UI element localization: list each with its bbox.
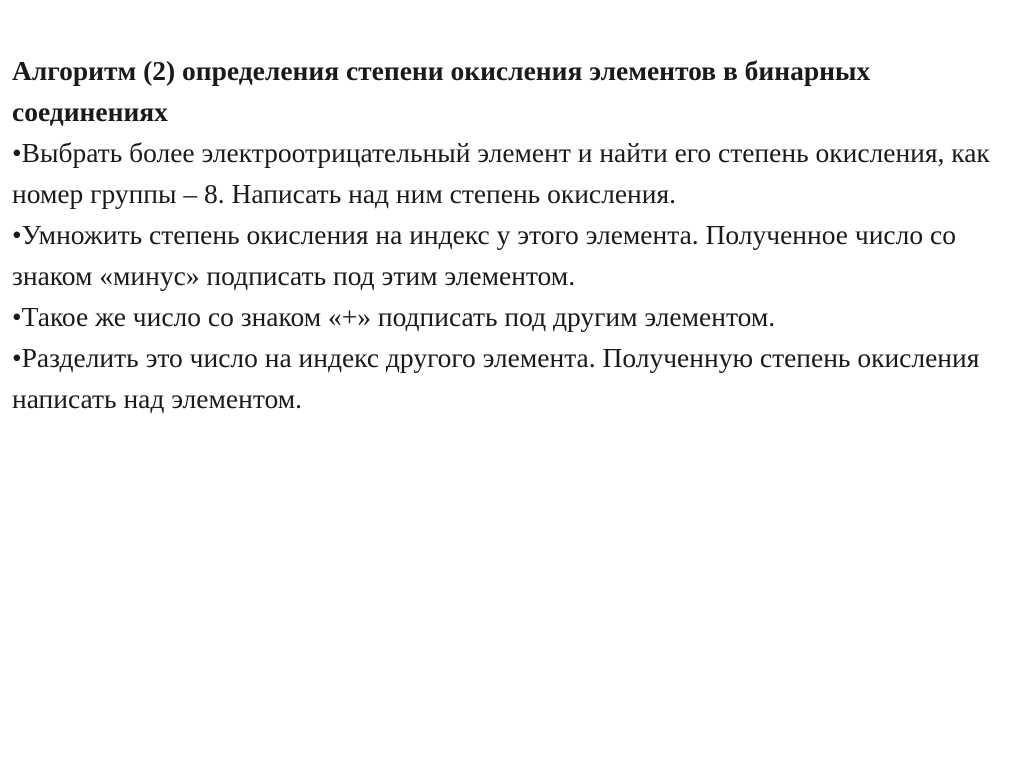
bullet-item: •Выбрать более электроотрицательный элемент и найти его степень окисления, как номер группы – 8. Написать над ним степень окисления. [12, 137, 990, 209]
bullet-item: •Умножить степень окисления на индекс у этого элемента. Полученное число со знаком «минус» подписать под этим элементом. [12, 219, 956, 291]
bullet-item: •Разделить это число на индекс другого элемента. Полученную степень окисления написать над элементом. [12, 342, 980, 414]
bullet-list [12, 132, 1012, 419]
bullet-item: •Такое же число со знаком «+» подписать под другим элементом. [12, 301, 776, 332]
slide-title: Алгоритм (2) определения степени окисления элементов в бинарных соединениях [12, 55, 871, 127]
